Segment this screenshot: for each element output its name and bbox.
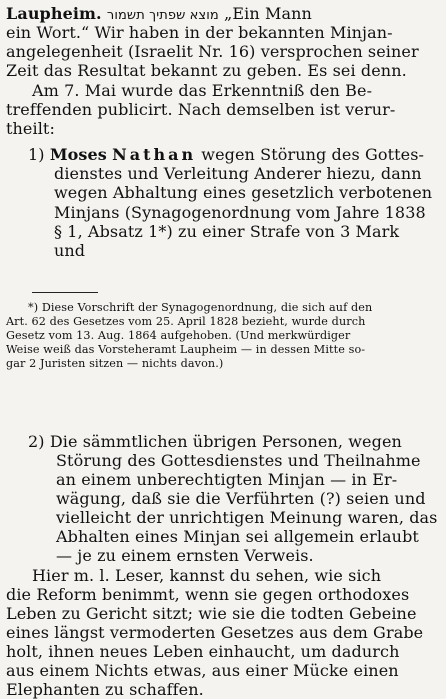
person-last-name: Nathan <box>112 145 197 164</box>
item2-first-line <box>28 432 402 451</box>
text-line: Die sämmtlichen übrigen Personen, wegen <box>49 432 402 451</box>
footnote-line: gar 2 Juristen sitzen — nichts davon.) <box>6 357 224 370</box>
item-number: 1) <box>28 145 45 164</box>
text-line: und <box>54 241 86 260</box>
text-line: Elephanten zu schaffen. <box>6 680 204 699</box>
text-line: § 1, Absatz 1*) zu einer Strafe von 3 Mark <box>54 222 400 241</box>
text-line: Am 7. Mai wurde das Erkenntniß den Be- <box>32 81 373 100</box>
text-line: theilt: <box>6 119 55 138</box>
text-line: wegen Abhaltung eines gesetzlich verbotenen <box>54 183 433 202</box>
text-line: Störung des Gottesdienstes und Theilnahme <box>56 451 421 470</box>
hebrew-quote: מוצא שפתיך תשמור <box>106 8 219 23</box>
text-line: — je zu einem ernsten Verweis. <box>56 546 314 565</box>
text-line: Minjans (Synagogenordnung vom Jahre 1838 <box>54 203 426 222</box>
text-line: Abhalten eines Minjan sei allgemein erlaubt <box>56 527 419 546</box>
text-line: die Reform benimmt, wenn sie gegen orthodoxes <box>6 585 410 604</box>
text-line: an einem unberechtigten Minjan — in Er- <box>56 470 398 489</box>
text-line: Hier m. l. Leser, kannst du sehen, wie sich <box>32 566 382 585</box>
item1-first-line <box>28 145 424 164</box>
item-number: 2) <box>28 432 45 451</box>
text-line: angelegenheit (Israelit Nr. 16) versprochen seiner <box>6 42 419 61</box>
text-line: vielleicht der unrichtigen Meinung waren, das <box>56 508 438 527</box>
text-line: Leben zu Gericht sitzt; wie sie die todten Gebeine <box>6 604 417 623</box>
text-line: treffenden publicirt. Nach demselben ist verur- <box>6 100 396 119</box>
footnote-line: Gesetz vom 13. Aug. 1864 aufgehoben. (Und merkwürdiger <box>6 329 351 342</box>
text-line: „Ein Mann <box>223 4 312 23</box>
headline-line <box>6 4 312 25</box>
text-line: ein Wort.“ Wir haben in der bekannten Minjan- <box>6 23 393 42</box>
footnote-divider <box>32 292 98 293</box>
footnote-line: Art. 62 des Gesetzes vom 25. April 1828 bezieht, wurde durch <box>6 315 366 328</box>
article-title: Laupheim. <box>6 4 102 23</box>
text-line: holt, ihnen neues Leben einhaucht, um dadurch <box>6 642 400 661</box>
text-line: Zeit das Resultat bekannt zu geben. Es sei denn. <box>6 61 407 80</box>
text-line: eines längst vermoderten Gesetzes aus dem Grabe <box>6 623 424 642</box>
person-first-name: Moses <box>49 145 107 164</box>
text-line: wägung, daß sie die Verführten (?) seien und <box>56 489 426 508</box>
text-line: dienstes und Verleitung Anderer hiezu, dann <box>54 164 422 183</box>
text-line: wegen Störung des Gottes- <box>201 145 425 164</box>
footnote-line: Weise weiß das Vorsteheramt Laupheim — in dessen Mitte so- <box>6 343 366 356</box>
footnote-line: *) Diese Vorschrift der Synagogenordnung, die sich auf den <box>28 301 373 314</box>
text-line: aus einem Nichts etwas, aus einer Mücke einen <box>6 661 399 680</box>
